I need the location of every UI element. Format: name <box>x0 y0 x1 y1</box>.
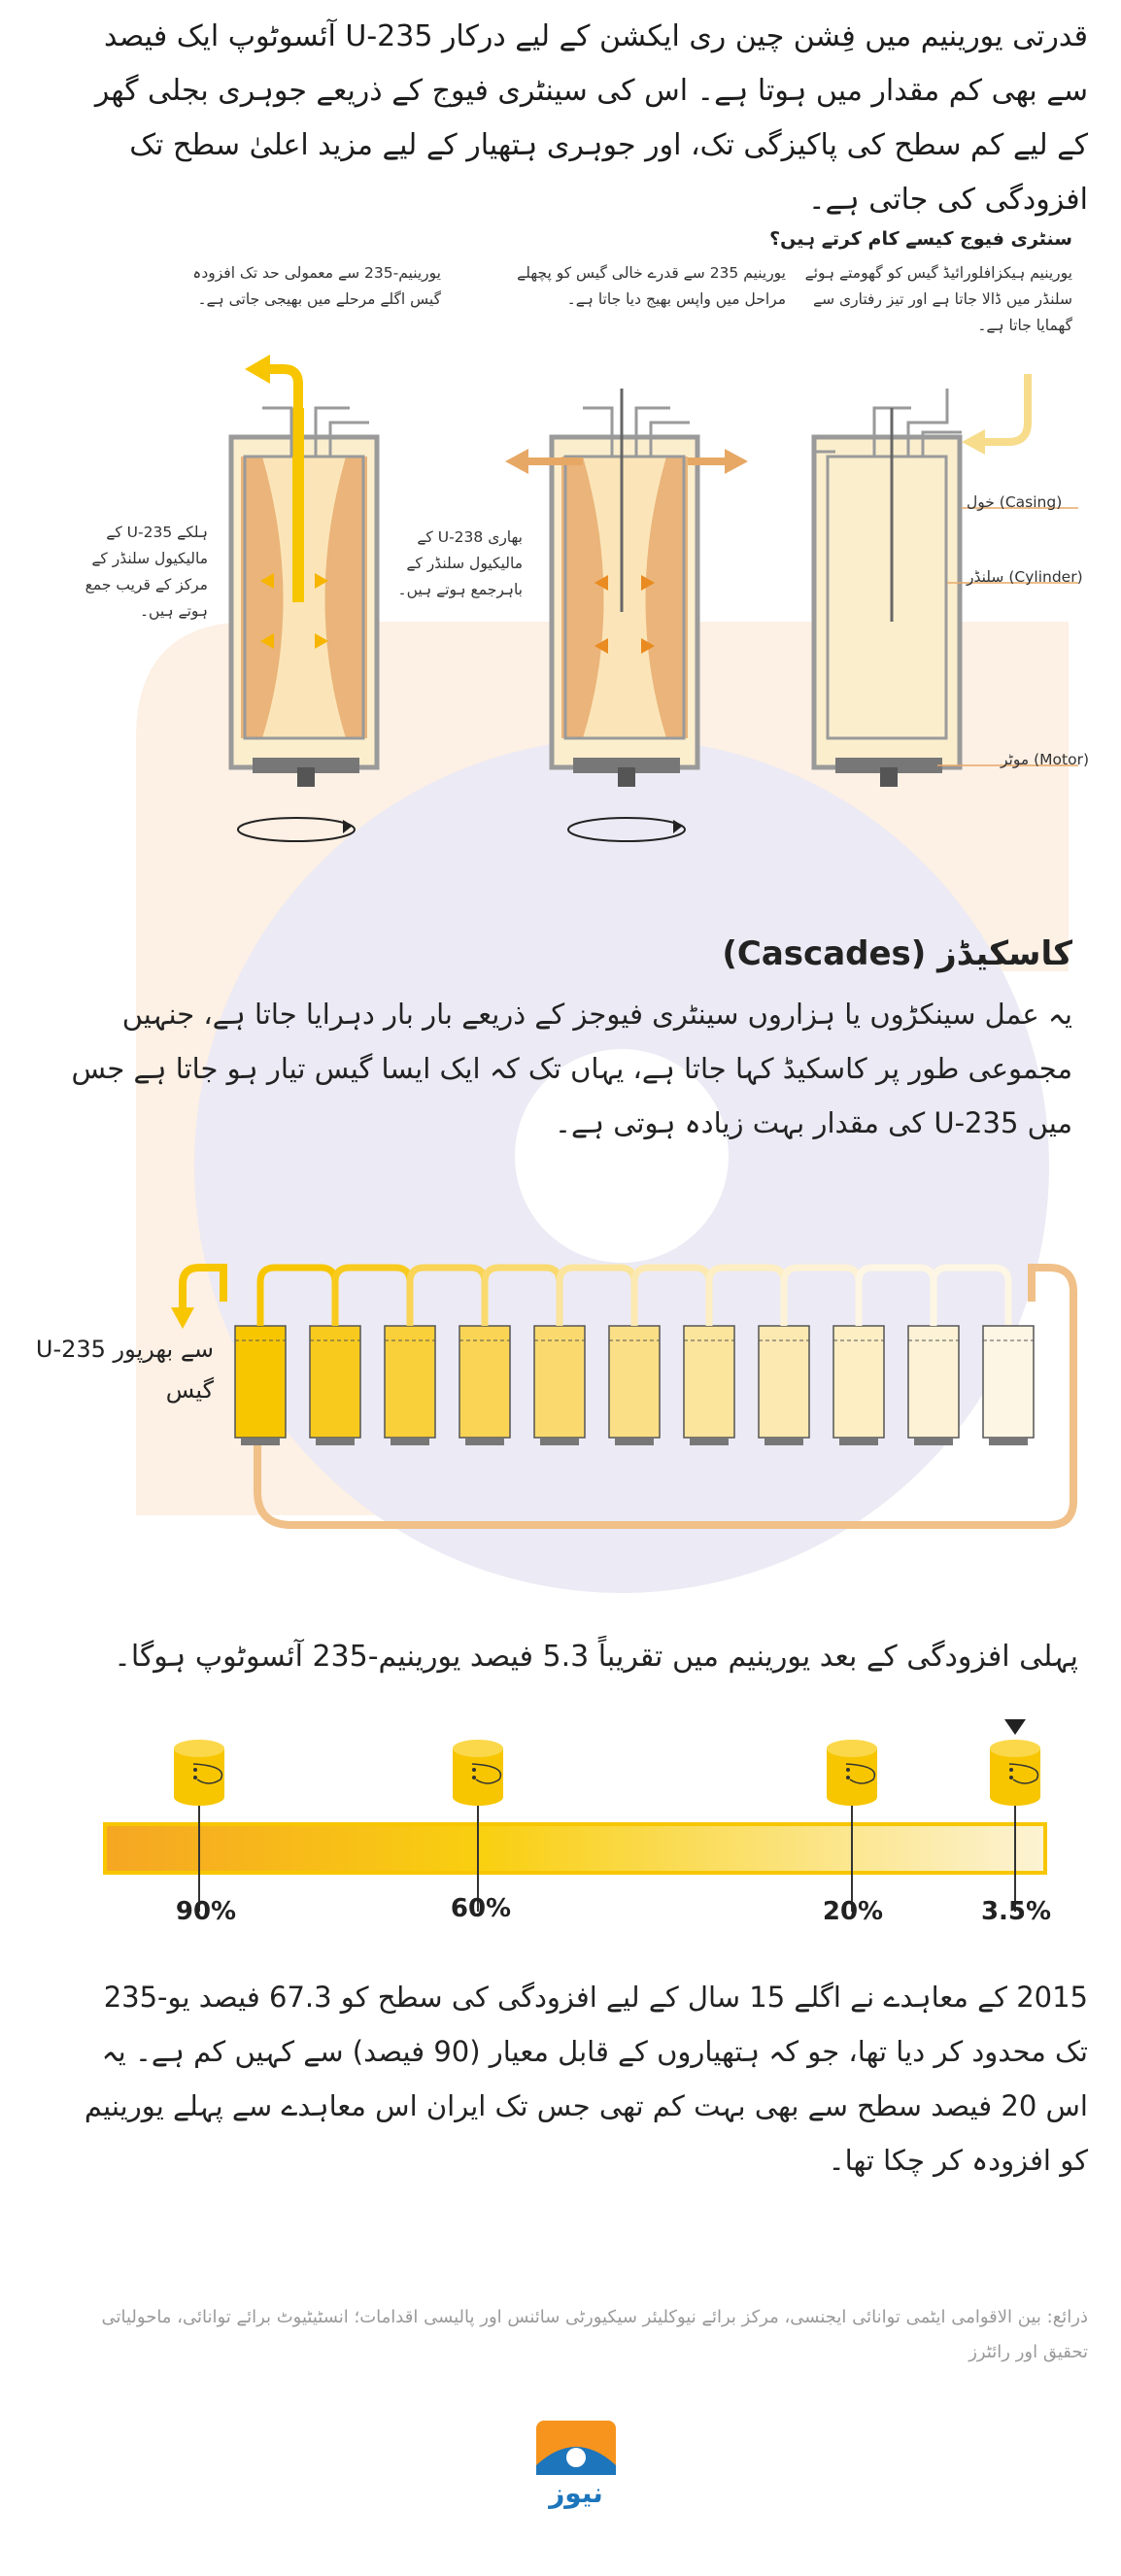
cascade-centrifuge <box>459 1326 510 1438</box>
light-molecules-text: ہلکے U-235 کے مالیکیول سلنڈر کے مرکز کے قریب جمع ہوتے ہیں۔ <box>85 524 208 620</box>
cascade-motor <box>540 1438 579 1445</box>
cascade-pipe <box>410 1268 485 1326</box>
cylinder-label: سلنڈر (Cylinder) <box>967 568 1083 586</box>
cascade-motor <box>989 1438 1028 1445</box>
cascade-motor <box>839 1438 878 1445</box>
cascade-pipe <box>934 1268 1008 1326</box>
cascade-pipe <box>485 1268 560 1326</box>
how-centrifuge-title: سنٹری فیوج کیسے کام کرتے ہیں؟ <box>769 228 1072 250</box>
cascade-pipe <box>784 1268 859 1326</box>
cascade-pipe <box>560 1268 634 1326</box>
level-90: 90% <box>175 1897 237 1926</box>
cascade-centrifuge <box>534 1326 585 1438</box>
cascade-motor <box>316 1438 355 1445</box>
cascade-centrifuge <box>908 1326 959 1438</box>
cascade-centrifuge <box>609 1326 660 1438</box>
casing-label: خول (Casing) <box>967 493 1063 511</box>
cascade-centrifuge <box>310 1326 360 1438</box>
cascade-centrifuge <box>759 1326 809 1438</box>
cascade-motor <box>391 1438 429 1445</box>
centrifuge-light <box>231 355 377 841</box>
enrichment-title: پہلی افزودگی کے بعد یورینیم میں تقریباً 5.3 فیصد یورینیم-235 آئسوٹوپ ہوگا۔ <box>114 1640 1078 1674</box>
logo-text: نیوز <box>549 2477 603 2509</box>
cascade-motor <box>764 1438 803 1445</box>
cascade-pipe <box>335 1268 410 1326</box>
sources-text: ذرائع: بین الاقوامی ایٹمی توانائی ایجنسی، مرکز برائے نیوکلیئر سیکیورٹی سائنس اور پالیسی اقدامات؛ انسٹیٹیوٹ برائے توانائی، ماحولیاتی تحقیق اور رائٹرز <box>101 2307 1088 2362</box>
cascades-title: کاسکیڈز (Cascades) <box>722 934 1072 973</box>
heavy-molecules-text: بھاری U-238 کے مالیکیول سلنڈر کے باہرجمع ہوتے ہیں۔ <box>397 528 523 598</box>
centrifuge-heavy <box>505 389 748 841</box>
intro-paragraph: قدرتی یورینیم میں فِشن چین ری ایکشن کے لیے درکار U-235 آئسوٹوپ ایک فیصد سے بھی کم مقدار میں ہوتا ہے۔ اس کی سینٹری فیوج کے ذریعے جوہری بجلی گھر کے لیے کم سطح کی پاکیزگی تک، اور جوہری ہتھیار کے لیے مزید اعلیٰ سطح تک افزودگی کی جاتی ہے۔ <box>94 19 1088 217</box>
cascade-pipe <box>859 1268 934 1326</box>
enriched-gas-text: یورینیم-235 سے معمولی حد تک افزودہ گیس اگلے مرحلے میں بھیجی جاتی ہے۔ <box>192 264 441 308</box>
cascade-pipe <box>634 1268 709 1326</box>
cascade-motor <box>690 1438 729 1445</box>
cascade-motor <box>615 1438 654 1445</box>
depleted-gas-text: یورینیم 235 سے قدرے خالی گیس کو پچھلے مراحل میں واپس بھیج دیا جاتا ہے۔ <box>517 264 786 308</box>
cascade-centrifuge <box>983 1326 1034 1438</box>
cascade-centrifuge <box>833 1326 884 1438</box>
cascade-centrifuge <box>684 1326 734 1438</box>
current-level-marker <box>1004 1719 1026 1735</box>
level-60: 60% <box>450 1894 512 1923</box>
enrichment-scale <box>0 1690 1121 1923</box>
cascade-output-label: U-235 سے بھرپور گیس <box>35 1336 214 1404</box>
motor-label: موٹر (Motor) <box>1001 751 1089 768</box>
level-3-5: 3.5% <box>980 1897 1052 1926</box>
cascades-paragraph: یہ عمل سینکڑوں یا ہزاروں سینٹری فیوجز کے ذریعے بار بار دہرایا جاتا ہے، جنہیں مجموعی طور پر کاسکیڈ کہا جاتا ہے، یہاں تک کہ ایک ایسا گیس تیار ہو جاتا ہے جس میں U-235 کی مقدار بہت زیادہ ہوتی ہے۔ <box>71 998 1072 1139</box>
cascade-motor <box>465 1438 504 1445</box>
cascade-pipe <box>709 1268 784 1326</box>
cascade-centrifuge <box>385 1326 435 1438</box>
level-20: 20% <box>822 1897 884 1926</box>
cascade-centrifuge <box>235 1326 286 1438</box>
cascade-motor <box>914 1438 953 1445</box>
treaty-paragraph: 2015 کے معاہدے نے اگلے 15 سال کے لیے افزودگی کی سطح کو 67.3 فیصد یو-235 تک محدود کر دیا تھا، جو کہ ہتھیاروں کے قابل معیار (90 فیصد) سے کہیں کم ہے۔ یہ اس 20 فیصد سطح سے بھی بہت کم تھی جس تک ایران اس معاہدے سے پہلے یورینیم کو افزودہ کر چکا تھا۔ <box>84 1981 1088 2177</box>
how-centrifuge-text: یورینیم ہیکزافلورائیڈ گیس کو گھومتے ہوئے سلنڈر میں ڈالا جاتا ہے اور تیز رفتاری سے گھمایا جاتا ہے۔ <box>804 264 1072 334</box>
cascade-motor <box>241 1438 280 1445</box>
cascade-pipe <box>260 1268 335 1326</box>
